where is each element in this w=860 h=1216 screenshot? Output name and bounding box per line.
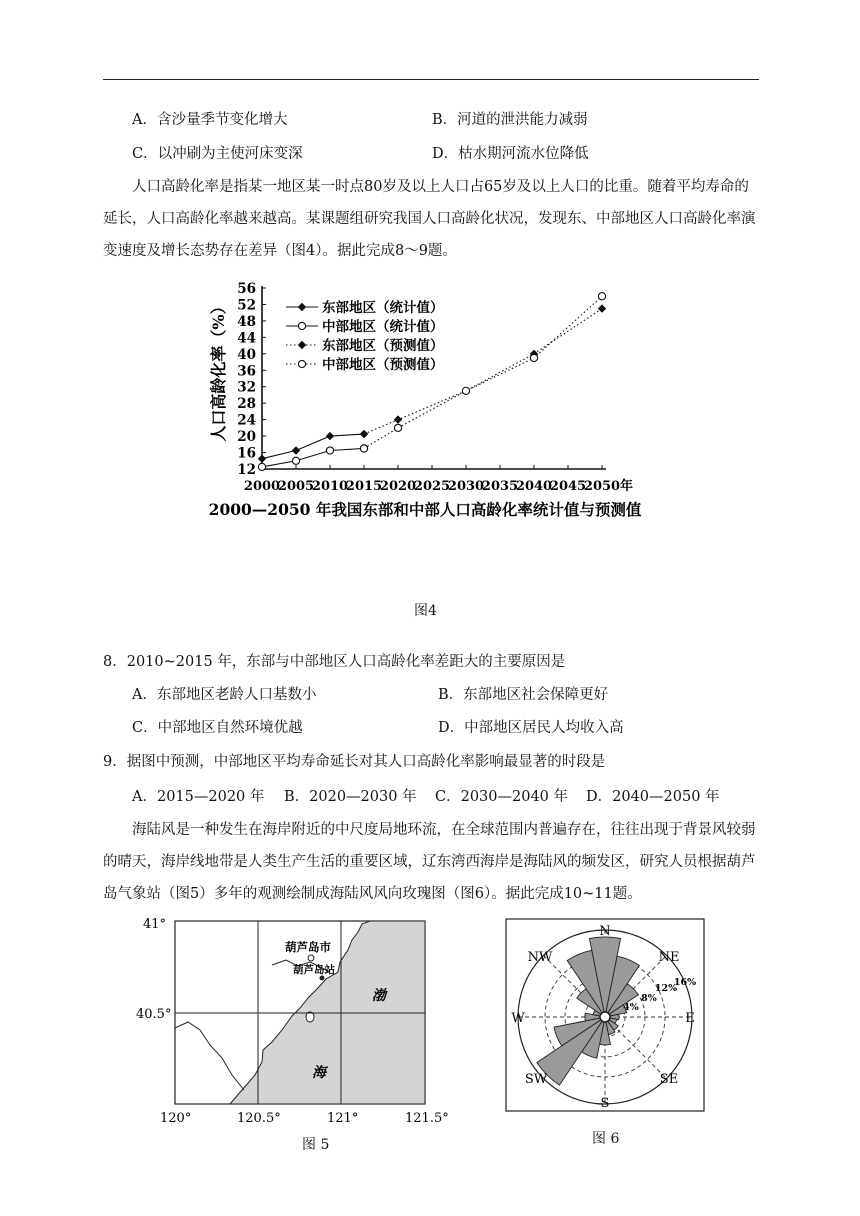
map-station-label: 葫芦岛站 [293, 964, 335, 976]
fig5-caption: 图 5 [302, 1137, 330, 1153]
chart-y-tick-label: 20 [237, 429, 256, 446]
chart-point-circle [292, 457, 299, 464]
q7-option-c: C．以冲刷为主使河床变深 [132, 146, 303, 162]
q7-option-a: A．含沙量季节变化增大 [132, 112, 288, 128]
chart-x-tick-label: 2020 [379, 479, 417, 494]
chart-x-tick-label: 2015 [345, 479, 383, 494]
chart-legend-label: 东部地区（统计值） [322, 300, 444, 316]
chart-y-tick-label: 28 [237, 396, 256, 413]
rose-direction-label: SE [659, 1072, 679, 1087]
chart-point-circle [298, 322, 305, 329]
chart-legend-label: 中部地区（统计值） [322, 319, 444, 335]
chart-y-tick-label: 32 [237, 379, 256, 396]
chart-legend-label: 东部地区（预测值） [322, 338, 444, 354]
chart-x-tick-label: 2035 [481, 479, 519, 494]
fig6-caption: 图 6 [592, 1131, 620, 1147]
chart-y-tick-label: 56 [237, 281, 256, 297]
chart-series-line [262, 448, 364, 467]
q7-option-d: D．枯水期河流水位降低 [432, 146, 589, 162]
map-lat-40-5: 40.5° [136, 1007, 172, 1022]
chart-point-diamond [258, 455, 266, 463]
chart-y-tick-label: 16 [237, 445, 256, 462]
chart-point-circle [394, 424, 401, 431]
chart-point-diamond [360, 430, 368, 438]
chart-point-diamond [292, 446, 300, 454]
map-lon-120: 120° [160, 1111, 192, 1126]
rose-direction-label: NE [658, 950, 680, 965]
q7-option-b: B．河道的泄洪能力减弱 [432, 112, 588, 128]
rose-ring-label: 12% [654, 983, 678, 994]
chart-x-tick-label: 2045 [549, 479, 587, 494]
chart-x-tick-label: 2005 [277, 479, 315, 494]
chart-y-label: 人口高龄化率（%） [209, 298, 228, 442]
chart-x-tick-label: 2025 [413, 479, 451, 494]
chart-series-line [262, 434, 364, 459]
chart-title: 2000—2050 年我国东部和中部人口高龄化率统计值与预测值 [208, 500, 642, 519]
rose-direction-label: SW [524, 1072, 548, 1087]
chart-x-tick-label: 2040 [515, 479, 553, 494]
q9-option-c: C．2030—2040 年 [435, 789, 569, 805]
huludao-map [130, 910, 460, 1130]
chart-y-tick-label: 40 [237, 346, 256, 363]
chart-point-circle [298, 360, 305, 367]
chart-x-tick-label: 2010 [311, 479, 349, 494]
q8-option-b: B．东部地区社会保障更好 [438, 687, 609, 703]
chart-x-unit: 年 [620, 479, 634, 494]
q9-option-b: B．2020—2030 年 [284, 789, 417, 805]
q8-option-d: D．中部地区居民人均收入高 [438, 720, 624, 736]
map-lat-41: 41° [143, 917, 167, 932]
map-sea-label-bo: 渤 [372, 988, 386, 1004]
chart-y-tick-label: 24 [237, 412, 256, 429]
chart-point-diamond [298, 341, 306, 349]
aging-intro-paragraph: 人口高龄化率是指某一地区某一时点80岁及以上人口占65岁及以上人口的比重。随着平均寿命的延长，人口高龄化率越来越高。某课题组研究我国人口高龄化状况，发现东、中部地区人口高龄化率演变速度及增长态势存在差异（图4）。据此完成8～9题。 [103, 179, 756, 259]
chart-x-tick-label: 2030 [447, 479, 485, 494]
q8-option-a: A．东部地区老龄人口基数小 [132, 687, 317, 703]
chart-point-diamond [326, 432, 334, 440]
chart-x-tick-label: 2000 [243, 479, 281, 494]
chart-legend-label: 中部地区（预测值） [322, 357, 444, 373]
rose-direction-label: S [600, 1096, 610, 1111]
rose-ring-label: 8% [641, 993, 657, 1004]
chart-point-diamond [298, 303, 306, 311]
city-marker [308, 955, 314, 961]
map-lon-121: 121° [327, 1111, 359, 1126]
q9-stem: 9．据图中预测，中部地区平均寿命延长对其人口高龄化率影响最显著的时段是 [103, 754, 606, 770]
station-marker [320, 976, 325, 981]
chart-y-tick-label: 52 [237, 297, 256, 314]
chart-point-circle [598, 293, 605, 300]
chart-point-circle [326, 447, 333, 454]
chart-point-circle [462, 387, 469, 394]
chart-x-tick-label: 2050 [583, 479, 621, 494]
chart-point-diamond [598, 304, 606, 312]
chart-y-tick-label: 48 [237, 313, 256, 330]
chart-point-circle [530, 354, 537, 361]
rose-ring-label: 16% [673, 977, 697, 988]
map-lon-120-5: 120.5° [237, 1111, 281, 1126]
chart-point-diamond [394, 415, 402, 423]
rose-direction-label: W [511, 1011, 525, 1026]
chart-point-circle [258, 463, 265, 470]
rose-direction-label: E [685, 1011, 695, 1026]
aging-rate-chart [190, 278, 680, 528]
fig4-caption: 图4 [414, 603, 437, 619]
wind-rose [505, 918, 705, 1113]
map-sea-label-hai: 海 [312, 1065, 326, 1081]
rose-direction-label: NW [527, 950, 553, 965]
q9-option-d: D．2040—2050 年 [586, 789, 720, 805]
map-city-label: 葫芦岛市 [285, 940, 331, 954]
rose-center [600, 1012, 610, 1022]
chart-point-circle [360, 445, 367, 452]
q8-stem: 8．2010~2015 年，东部与中部地区人口高龄化率差距大的主要原因是 [103, 654, 566, 670]
chart-y-tick-label: 44 [237, 330, 256, 347]
rose-direction-label: N [599, 924, 611, 939]
q9-option-a: A．2015—2020 年 [132, 789, 265, 805]
header-rule [103, 79, 759, 80]
chart-y-tick-label: 12 [237, 462, 256, 478]
rose-ring-label: 4% [623, 1002, 639, 1013]
map-lon-121-5: 121.5° [405, 1111, 449, 1126]
q8-option-c: C．中部地区自然环境优越 [132, 720, 303, 736]
sea-breeze-intro-paragraph: 海陆风是一种发生在海岸附近的中尺度局地环流，在全球范围内普遍存在，往往出现于背景风较弱的晴天，海岸线地带是人类生产生活的重要区域，辽东湾西海岸是海陆风的频发区，研究人员根据葫芦岛气象站（图5）多年的观测绘制成海陆风风向玫瑰图（图6）。据此完成10~11题。 [103, 822, 756, 902]
chart-y-tick-label: 36 [237, 363, 256, 380]
